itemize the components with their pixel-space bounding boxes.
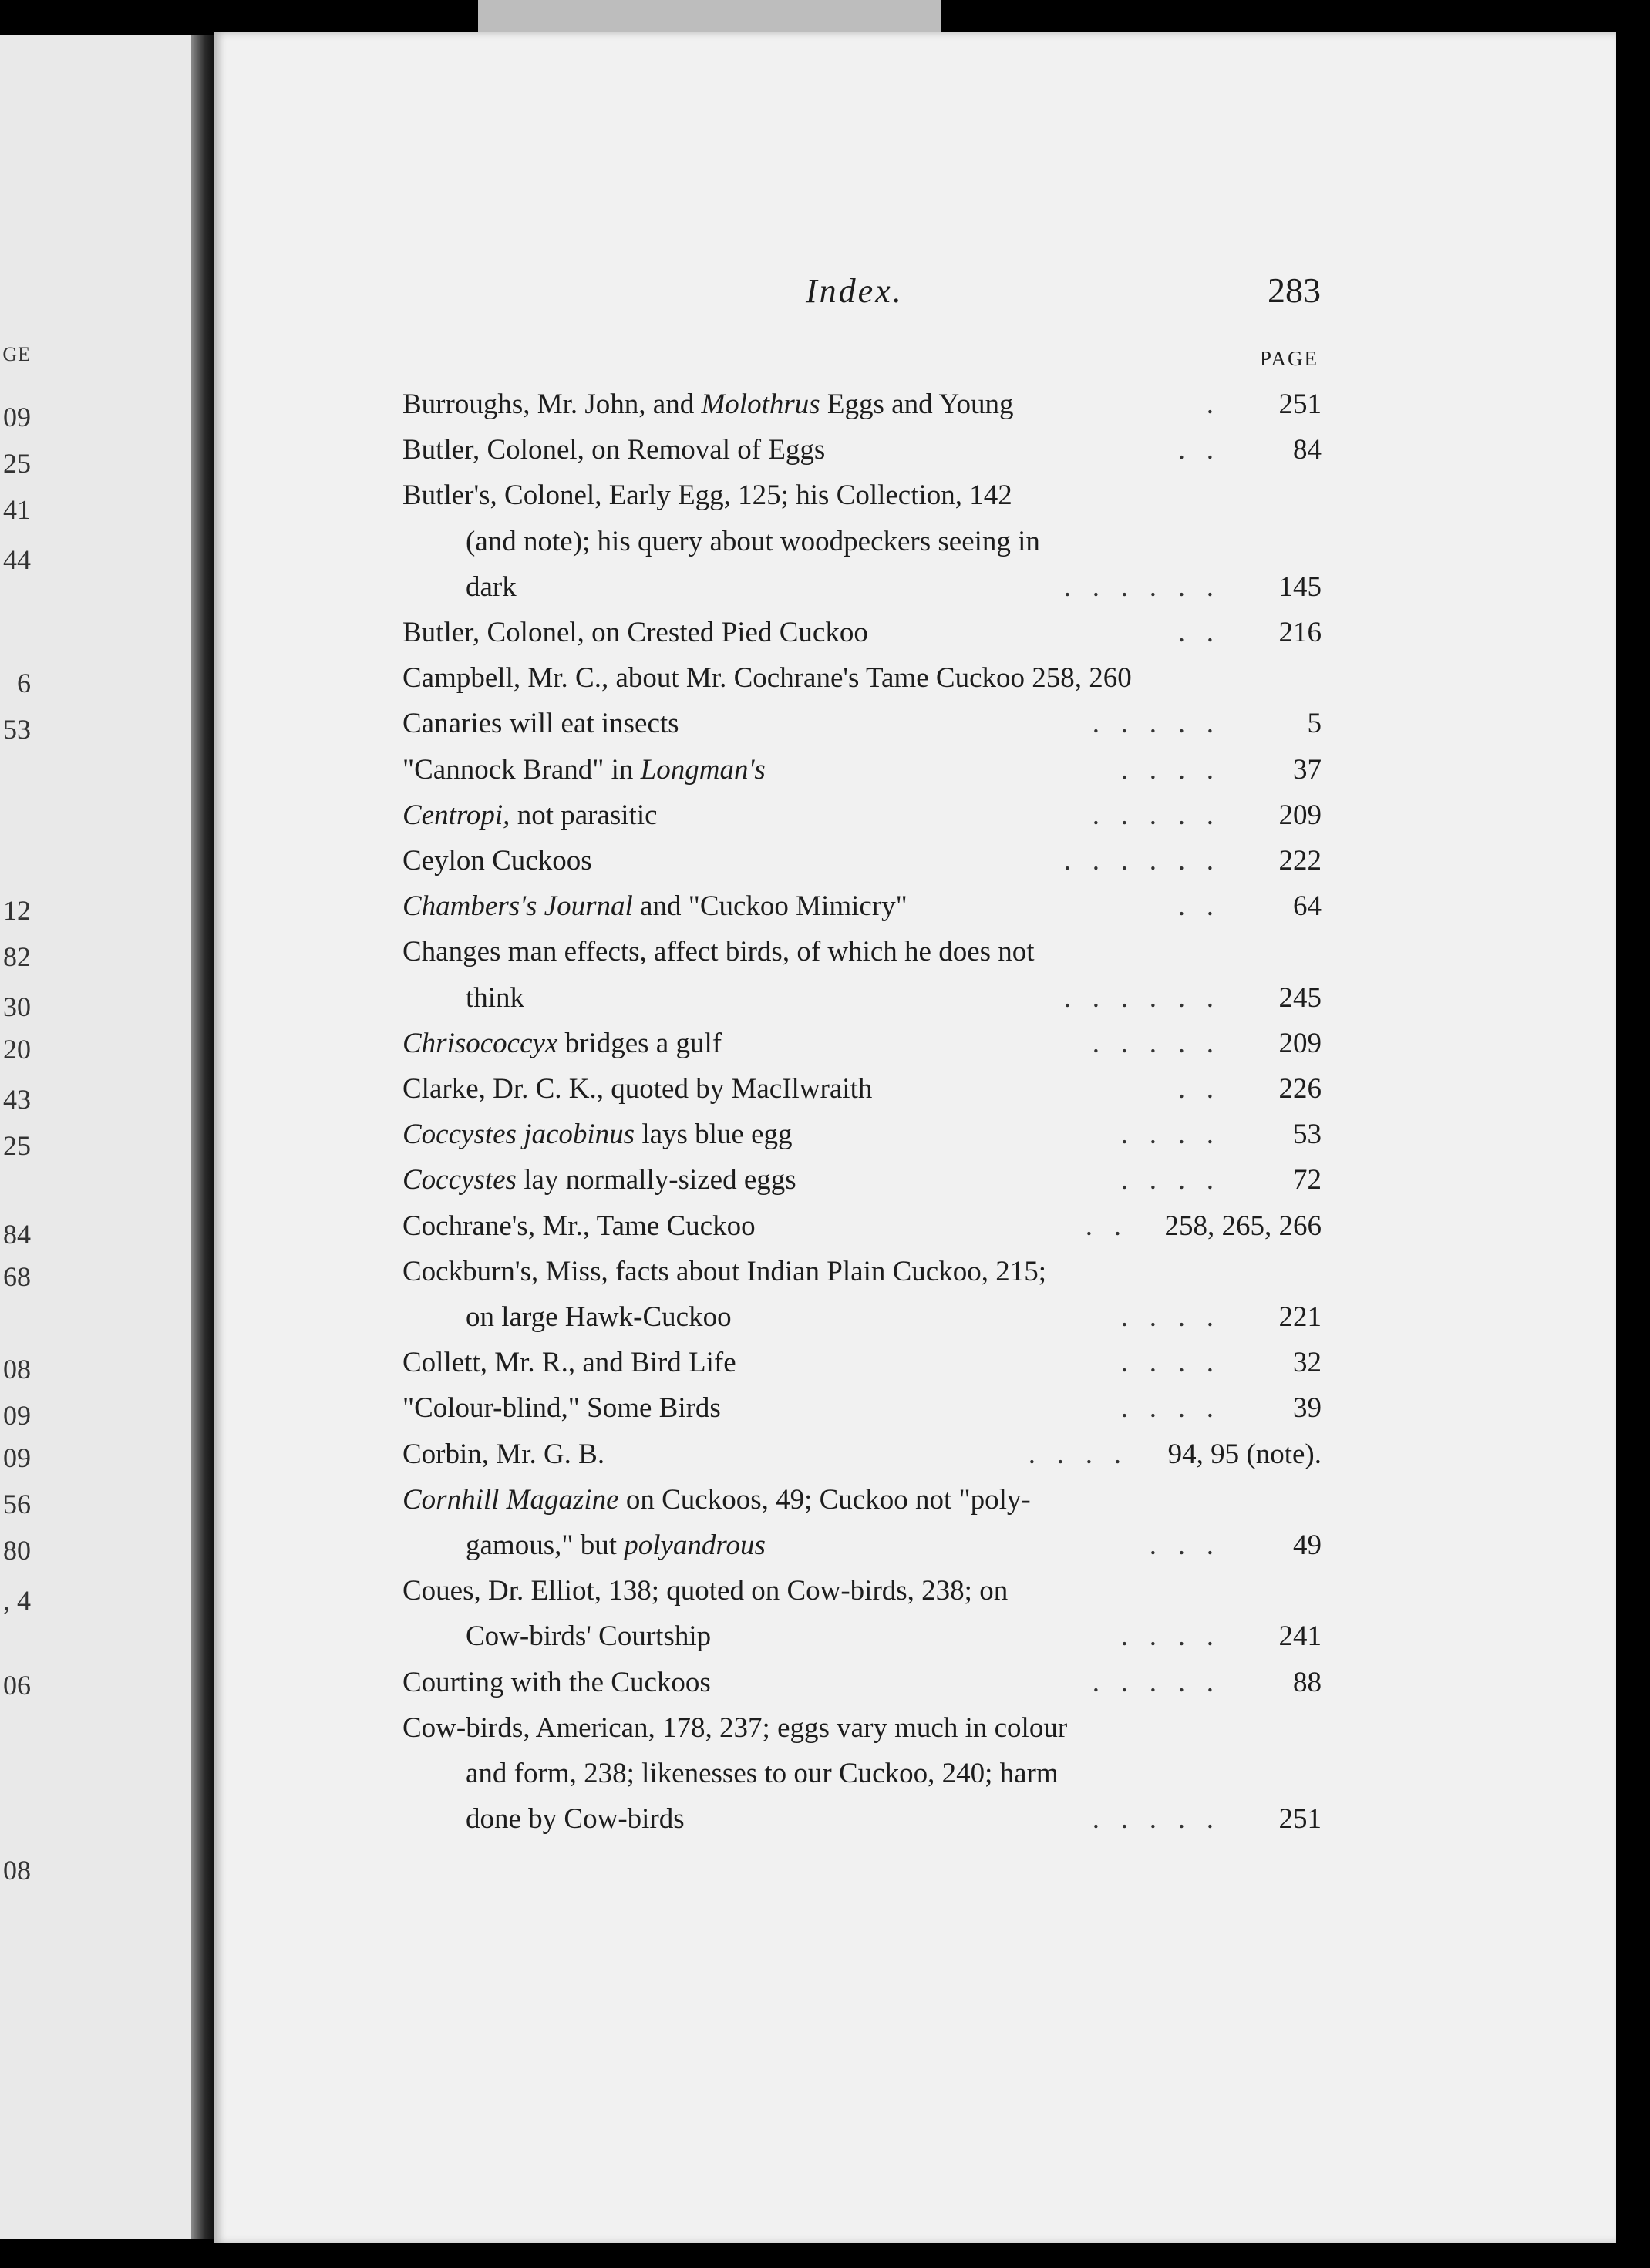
left-page-number: 25	[3, 1130, 31, 1161]
index-entry-text: Coccystes jacobinus lays blue egg	[402, 1119, 793, 1151]
index-entry	[402, 1112, 1322, 1157]
index-page-reference: 94, 95 (note).	[1167, 1438, 1322, 1470]
index-entry	[402, 975, 1322, 1021]
index-page-reference: 53	[1293, 1119, 1322, 1151]
index-entry	[402, 473, 1322, 518]
left-page-number: 08	[3, 1855, 31, 1886]
index-page-reference: 209	[1278, 799, 1322, 831]
left-page-number: 09	[3, 402, 31, 432]
index-entry	[402, 1294, 1322, 1340]
index-entry-text: Burroughs, Mr. John, and Molothrus Eggs and Young	[402, 389, 1014, 420]
index-page-reference: 32	[1293, 1347, 1322, 1379]
left-page-number: 6	[17, 668, 31, 698]
index-page-reference: 226	[1278, 1073, 1322, 1105]
index-entry-text: Changes man effects, affect birds, of which he does not	[402, 936, 1035, 968]
index-entry-text: Ceylon Cuckoos	[402, 845, 592, 877]
index-page-reference: 145	[1278, 570, 1322, 603]
index-entry-text: Collett, Mr. R., and Bird Life	[402, 1347, 736, 1379]
index-entry-text: dark	[466, 570, 517, 603]
left-page-number: 82	[3, 941, 31, 972]
page-number: 283	[1268, 271, 1321, 310]
leader-dots: . .	[1177, 617, 1214, 648]
left-page-number: , 4	[3, 1585, 31, 1616]
left-page-number: 25	[3, 448, 31, 479]
index-page-reference: 221	[1278, 1301, 1322, 1333]
index-entry	[402, 1751, 1322, 1796]
index-page-reference: 49	[1293, 1529, 1322, 1561]
index-entry	[402, 1523, 1322, 1568]
index-page-reference: 5	[1307, 708, 1322, 740]
index-entry-text: Cow-birds' Courtship	[466, 1620, 712, 1653]
index-entry-text: Canaries will eat insects	[402, 708, 679, 740]
leader-dots: . . . .	[1120, 1119, 1214, 1151]
index-page-reference: 245	[1278, 981, 1322, 1014]
leader-dots: . . . . . .	[1063, 570, 1214, 603]
index-entry-text: Butler, Colonel, on Removal of Eggs	[402, 434, 826, 466]
index-entry-text: Chrisococcyx bridges a gulf	[402, 1027, 722, 1059]
index-page-reference: 251	[1278, 1803, 1322, 1836]
index-entry	[402, 747, 1322, 792]
index-entry-text: Cochrane's, Mr., Tame Cuckoo	[402, 1210, 756, 1242]
index-entry	[402, 883, 1322, 929]
index-page-reference: 72	[1293, 1164, 1322, 1196]
left-page-number: 08	[3, 1354, 31, 1385]
leader-dots: . . . .	[1120, 1347, 1214, 1379]
leader-dots: . . . . .	[1092, 1666, 1214, 1698]
index-entry-text: "Colour-blind," Some Birds	[402, 1392, 721, 1425]
index-entry-text: Centropi, not parasitic	[402, 799, 658, 831]
leader-dots: . . . . .	[1092, 708, 1214, 740]
leader-dots: . . . . . .	[1063, 845, 1214, 877]
leader-dots: . .	[1177, 890, 1214, 923]
left-page-number: 53	[3, 714, 31, 745]
index-page-reference: 241	[1278, 1620, 1322, 1653]
leader-dots: . .	[1177, 1073, 1214, 1105]
left-page-number: 68	[3, 1261, 31, 1292]
left-page-number: 41	[3, 494, 31, 525]
leader-dots: . . . . .	[1092, 1027, 1214, 1059]
index-entry	[402, 838, 1322, 883]
index-entry	[402, 610, 1322, 655]
page-column-heading: PAGE	[1259, 347, 1318, 370]
leader-dots: . . . .	[1120, 1301, 1214, 1333]
index-entry-text: Coccystes lay normally-sized eggs	[402, 1164, 796, 1196]
index-entry	[402, 929, 1322, 974]
left-page-number: 06	[3, 1670, 31, 1701]
index-entry	[402, 1157, 1322, 1203]
index-entry	[402, 519, 1322, 564]
leader-dots: . . .	[1149, 1529, 1214, 1561]
leader-dots: . . . . . .	[1063, 981, 1214, 1014]
index-page-reference: 251	[1278, 389, 1322, 420]
left-page-number: 30	[3, 991, 31, 1022]
index-entry-text: Clarke, Dr. C. K., quoted by MacIlwraith	[402, 1073, 873, 1105]
leader-dots: . .	[1163, 434, 1214, 466]
left-page-number: 56	[3, 1489, 31, 1519]
index-entry	[402, 1705, 1322, 1751]
index-entry-text: Cockburn's, Miss, facts about Indian Plain Cuckoo, 215;	[402, 1255, 1046, 1287]
leader-dots: . . . .	[1028, 1438, 1121, 1470]
index-entry	[402, 1249, 1322, 1294]
leader-dots: . . . . .	[1092, 799, 1214, 831]
running-title: Index.	[806, 272, 904, 310]
left-page-number: GE	[2, 343, 31, 365]
left-page-number: 12	[3, 895, 31, 926]
index-entry	[402, 1568, 1322, 1614]
index-entry-text: Chambers's Journal and "Cuckoo Mimicry"	[402, 890, 908, 923]
leader-dots: . . . .	[1120, 1620, 1214, 1653]
index-entry	[402, 1432, 1322, 1477]
index-entry	[402, 1340, 1322, 1385]
leader-dots: . . . .	[1120, 753, 1214, 786]
index-entry-text: Cow-birds, American, 178, 237; eggs vary much in colour	[402, 1711, 1068, 1744]
index-page-reference: 39	[1293, 1392, 1322, 1425]
index-page-reference: 258, 265, 266	[1164, 1210, 1322, 1242]
index-page-reference: 84	[1293, 434, 1322, 466]
index-entry-text: Courting with the Cuckoos	[402, 1666, 711, 1698]
index-entry-text: on large Hawk-Cuckoo	[466, 1301, 732, 1333]
index-entry-text: and form, 238; likenesses to our Cuckoo, 240; harm	[466, 1758, 1059, 1789]
index-page-reference: 222	[1278, 845, 1322, 877]
index-entry	[402, 427, 1322, 473]
index-entry	[402, 1021, 1322, 1066]
index-page-reference: 216	[1278, 617, 1322, 648]
index-entry	[402, 1066, 1322, 1112]
index-entry	[402, 655, 1322, 701]
index-page-reference: 64	[1293, 890, 1322, 923]
book-gutter	[191, 35, 214, 2239]
index-entry-text: Coues, Dr. Elliot, 138; quoted on Cow-birds, 238; on	[402, 1575, 1009, 1607]
index-entry-text: gamous," but polyandrous	[466, 1529, 766, 1561]
left-page-number: 80	[3, 1535, 31, 1566]
index-entry-text: Butler's, Colonel, Early Egg, 125; his Collection, 142	[402, 480, 1012, 512]
index-entry	[402, 1614, 1322, 1659]
leader-dots: . .	[1085, 1210, 1121, 1242]
index-entry	[402, 382, 1322, 427]
index-page-reference: 209	[1278, 1027, 1322, 1059]
left-page-number: 09	[3, 1442, 31, 1473]
index-entry-text: done by Cow-birds	[466, 1803, 685, 1836]
index-entry-text: Cornhill Magazine on Cuckoos, 49; Cuckoo not "poly-	[402, 1483, 1031, 1516]
left-page-number: 43	[3, 1084, 31, 1115]
leader-dots: .	[1199, 389, 1214, 420]
index-entry-text: Campbell, Mr. C., about Mr. Cochrane's Tame Cuckoo 258, 260	[402, 662, 1132, 695]
page-edge-strip	[478, 0, 941, 32]
left-page-number: 20	[3, 1034, 31, 1065]
index-page-reference: 37	[1293, 753, 1322, 786]
index-entry	[402, 1203, 1322, 1249]
index-entry	[402, 701, 1322, 746]
index-entry-text: Butler, Colonel, on Crested Pied Cuckoo	[402, 617, 868, 648]
index-entry-text: Corbin, Mr. G. B.	[402, 1438, 605, 1470]
index-entry	[402, 564, 1322, 610]
index-entry-text: "Cannock Brand" in Longman's	[402, 753, 766, 786]
index-entry	[402, 792, 1322, 838]
index-entry	[402, 1385, 1322, 1431]
index-entry-text: think	[466, 981, 525, 1014]
leader-dots: . . . .	[1120, 1164, 1214, 1196]
left-page-number: 44	[3, 544, 31, 575]
left-page-number: 84	[3, 1219, 31, 1250]
index-entry	[402, 1477, 1322, 1523]
index-entry	[402, 1796, 1322, 1842]
index-entry	[402, 1660, 1322, 1705]
leader-dots: . . . .	[1120, 1392, 1214, 1425]
leader-dots: . . . . .	[1092, 1803, 1214, 1836]
left-page-number: 09	[3, 1400, 31, 1431]
index-page-reference: 88	[1293, 1666, 1322, 1698]
index-entry-text: (and note); his query about woodpeckers seeing in	[466, 525, 1040, 557]
